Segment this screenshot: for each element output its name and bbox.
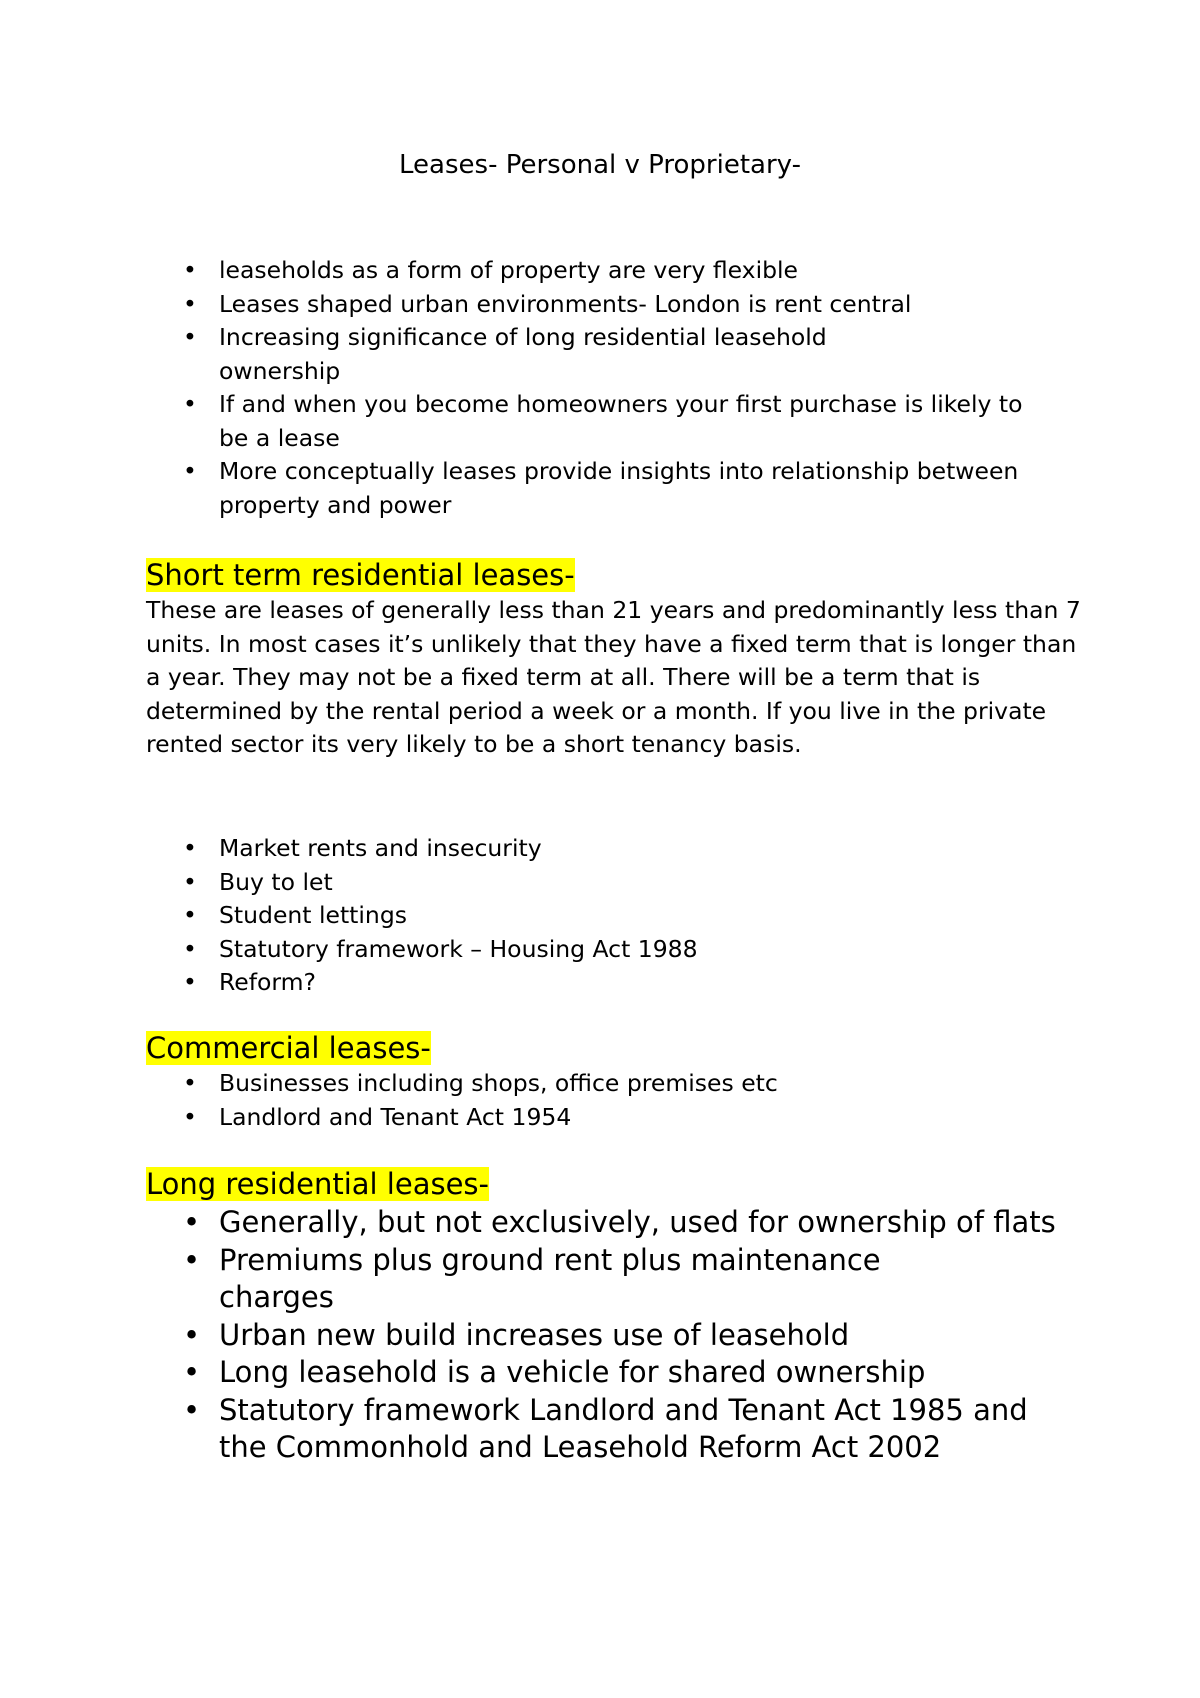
bullet-icon: • <box>183 256 197 284</box>
list-item-text: Leases shaped urban environments- London is rent central <box>219 289 912 318</box>
long-residential-bullet-list <box>183 1204 1063 1467</box>
list-item-text: Student lettings <box>219 901 407 929</box>
bullet-icon: • <box>183 1069 197 1097</box>
list-item <box>183 1354 1063 1392</box>
bullet-icon: • <box>183 968 197 996</box>
list-item-text: Buy to let <box>219 867 333 896</box>
commercial-bullet-list <box>183 1067 1083 1134</box>
intro-bullet-list <box>183 254 1063 522</box>
list-item-text: leaseholds as a form of property are very flexible <box>219 256 799 284</box>
bullet-icon: • <box>183 1355 201 1389</box>
list-item-text: Reform? <box>219 968 316 996</box>
list-item <box>183 254 1063 288</box>
bullet-icon: • <box>183 901 197 929</box>
bullet-icon: • <box>183 323 197 351</box>
heading-highlight: Short term residential leases- <box>146 558 575 592</box>
bullet-icon: • <box>183 289 197 318</box>
section-heading-short-term <box>146 557 575 594</box>
bullet-icon: • <box>183 1242 201 1277</box>
list-item <box>183 1067 1083 1101</box>
list-item <box>183 1317 1063 1355</box>
list-item <box>183 899 1083 933</box>
list-item <box>183 866 1083 900</box>
list-item <box>183 321 1063 388</box>
bullet-icon: • <box>183 1205 201 1239</box>
list-item <box>183 388 1063 455</box>
short-term-paragraph: These are leases of generally less than 21 years and predominantly less than 7 units. In most cases it’s unlikely that they have a fixed term that is longer than a year. They may not be a fixed term at all. There will be a term that is determined by the rental period a week or a month. If you live in the private rented sector its very likely to be a short tenancy basis. <box>146 596 1081 758</box>
bullet-icon: • <box>183 1102 197 1131</box>
list-item <box>183 1392 1063 1467</box>
bullet-icon: • <box>183 934 197 963</box>
list-item-text: Increasing significance of long residential leasehold ownership <box>219 323 827 385</box>
list-item <box>183 966 1083 1000</box>
list-item-text: Premiums plus ground rent plus maintenance charges <box>219 1242 881 1314</box>
bullet-icon: • <box>183 867 197 896</box>
bullet-icon: • <box>183 390 197 418</box>
list-item-text: Market rents and insecurity <box>219 834 542 862</box>
list-item <box>183 1204 1063 1242</box>
list-item <box>183 288 1063 322</box>
list-item <box>183 455 1063 522</box>
section-heading-commercial <box>146 1030 431 1067</box>
list-item <box>183 832 1083 866</box>
list-item-text: If and when you become homeowners your first purchase is likely to be a lease <box>219 390 1023 452</box>
list-item-text: Urban new build increases use of leasehold <box>219 1317 850 1352</box>
bullet-icon: • <box>183 834 197 862</box>
bullet-icon: • <box>183 1392 201 1427</box>
list-item-text: Generally, but not exclusively, used for ownership of flats <box>219 1205 1056 1239</box>
list-item-text: More conceptually leases provide insights into relationship between property and power <box>219 457 1019 519</box>
list-item-text: Landlord and Tenant Act 1954 <box>219 1102 572 1131</box>
list-item-text: Businesses including shops, office premises etc <box>219 1069 778 1097</box>
list-item-text: Long leasehold is a vehicle for shared ownership <box>219 1355 926 1389</box>
document-title: Leases- Personal v Proprietary- <box>399 150 801 180</box>
list-item <box>183 1242 1063 1317</box>
list-item <box>183 1101 1083 1135</box>
bullet-icon: • <box>183 1317 201 1352</box>
list-item <box>183 933 1083 967</box>
section-heading-long-residential <box>146 1166 489 1203</box>
list-item-text: Statutory framework – Housing Act 1988 <box>219 934 698 963</box>
heading-highlight: Long residential leases- <box>146 1167 489 1201</box>
list-item-text: Statutory framework Landlord and Tenant Act 1985 and the Commonhold and Leasehold Reform Act 2002 <box>219 1392 1028 1464</box>
bullet-icon: • <box>183 457 197 485</box>
heading-highlight: Commercial leases- <box>146 1031 431 1065</box>
short-term-bullet-list <box>183 832 1083 1000</box>
